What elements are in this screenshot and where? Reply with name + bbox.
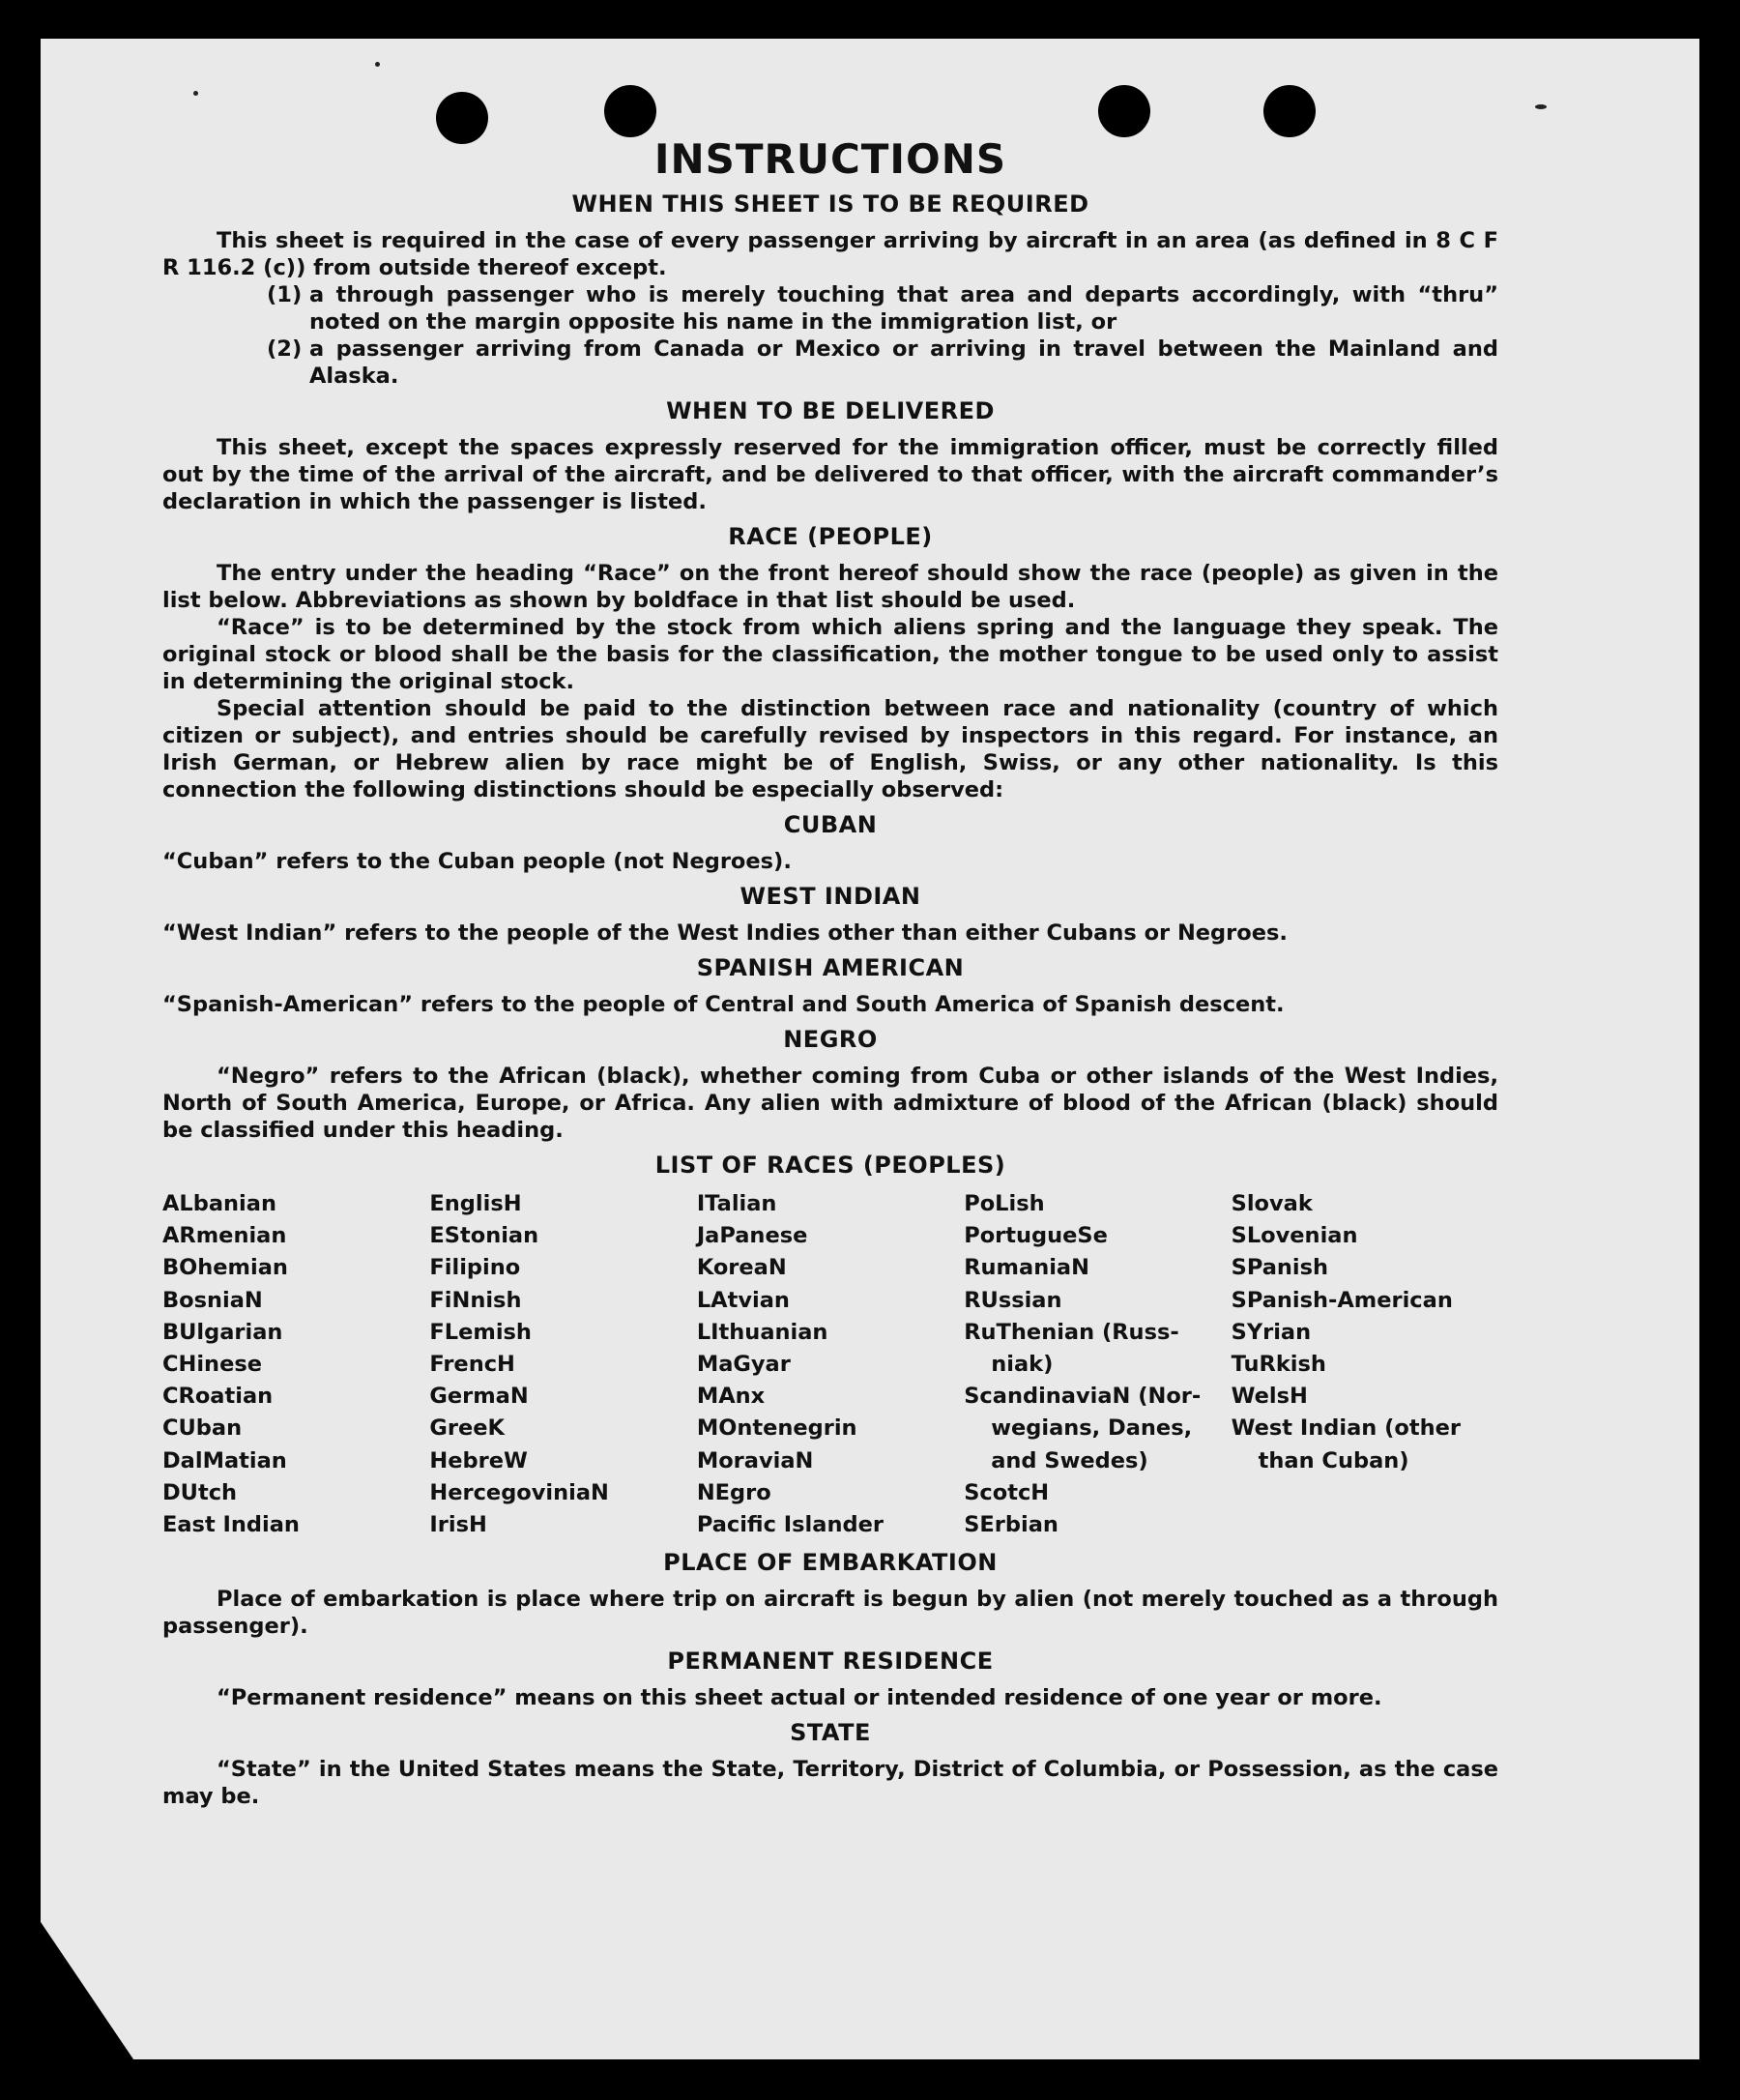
race-entry: RUssian	[964, 1287, 1062, 1313]
heading-permanent-residence: PERMANENT RESIDENCE	[667, 1648, 994, 1676]
heading-list-of-races: LIST OF RACES (PEOPLES)	[654, 1152, 1006, 1179]
races-column	[697, 1188, 964, 1541]
exception-text: a passenger arriving from Canada or Mexico or arriving in travel between the Mainland and Alaska.	[309, 336, 1498, 389]
heading-cuban: CUBAN	[783, 811, 878, 838]
race-entry: CRoatian	[162, 1384, 274, 1410]
exception-number: (2)	[267, 336, 303, 362]
heading-embarkation: PLACE OF EMBARKATION	[663, 1549, 998, 1577]
race-entry: ITalian	[696, 1191, 777, 1216]
race-entry: SErbian	[964, 1512, 1058, 1538]
instructions-content	[162, 135, 1498, 1810]
exception-item	[162, 281, 1498, 335]
race-entry: PortugueSe	[964, 1223, 1108, 1249]
races-column	[1232, 1188, 1498, 1541]
race-entry: EnglisH	[429, 1191, 522, 1216]
heading-state: STATE	[790, 1719, 871, 1747]
race-entry: MOntenegrin	[696, 1415, 857, 1442]
heading-negro: NEGRO	[783, 1026, 878, 1053]
race-entry: PoLish	[964, 1191, 1045, 1216]
race-entry: West Indian (other	[1231, 1415, 1461, 1442]
race-entry: SPanish	[1231, 1255, 1329, 1281]
races-list	[162, 1188, 1498, 1541]
race-entry: HebreW	[429, 1447, 528, 1473]
punch-hole	[1098, 85, 1150, 137]
heading-west-indian: WEST INDIAN	[740, 883, 921, 910]
race-entry: CUban	[162, 1415, 243, 1442]
races-column	[429, 1188, 696, 1541]
race-entry: ScandinaviaN (Nor-	[964, 1384, 1202, 1410]
punch-hole	[1263, 85, 1316, 137]
race-entry: MaGyar	[696, 1352, 791, 1378]
scan-speck	[193, 91, 198, 96]
race-entry: IrisH	[429, 1512, 487, 1538]
embarkation-text: Place of embarkation is place where trip on aircraft is begun by alien (not merely touched as a through passenger).	[162, 1587, 1498, 1640]
races-column	[964, 1188, 1231, 1541]
race-paragraph: The entry under the heading “Race” on the front hereof should show the race (people) as given in the list below. Abbreviations as shown by boldface in that list should be used.	[162, 561, 1498, 613]
race-entry: RuThenian (Russ-	[964, 1319, 1179, 1345]
race-entry: ARmenian	[162, 1223, 287, 1249]
race-entry: LAtvian	[696, 1287, 790, 1313]
race-entry: East Indian	[162, 1512, 300, 1538]
race-entry: GreeK	[429, 1415, 505, 1442]
race-entry: MoraviaN	[696, 1447, 814, 1473]
race-entry: RumaniaN	[964, 1255, 1089, 1281]
race-entry: ALbanian	[162, 1191, 276, 1216]
race-entry: JaPanese	[696, 1223, 808, 1249]
punch-hole	[604, 85, 656, 137]
when-delivered-text: This sheet, except the spaces expressly reserved for the immigration officer, must be correctly filled out by the time of the arrival of the aircraft, and be delivered to that officer, with the aircraft commander’s declaration in which the passenger is listed.	[162, 435, 1498, 514]
heading-when-delivered: WHEN TO BE DELIVERED	[666, 397, 995, 424]
race-entry: FiNnish	[429, 1287, 522, 1313]
race-entry: DalMatian	[162, 1447, 287, 1473]
west-indian-text: “West Indian” refers to the people of the West Indies other than either Cubans or Negroes.	[162, 920, 1288, 946]
residence-text: “Permanent residence” means on this sheet actual or intended residence of one year or more.	[217, 1685, 1382, 1711]
cuban-text: “Cuban” refers to the Cuban people (not Negroes).	[162, 849, 792, 874]
race-entry: FrencH	[429, 1352, 515, 1378]
race-entry: SYrian	[1231, 1319, 1312, 1345]
heading-race: RACE (PEOPLE)	[728, 523, 933, 550]
race-entry: wegians, Danes,	[991, 1415, 1193, 1442]
race-entry: Pacific Islander	[696, 1512, 884, 1538]
race-entry: LIthuanian	[696, 1319, 828, 1345]
page-title: INSTRUCTIONS	[653, 135, 1007, 183]
race-entry: SPanish-American	[1231, 1287, 1453, 1313]
race-entry: than Cuban)	[1258, 1447, 1409, 1473]
state-text: “State” in the United States means the State, Territory, District of Columbia, or Possession, as the case may be.	[162, 1757, 1498, 1810]
race-entry: EStonian	[429, 1223, 539, 1249]
race-entry: NEgro	[696, 1479, 771, 1505]
race-entry: BosniaN	[162, 1287, 263, 1313]
race-entry: CHinese	[162, 1352, 262, 1378]
scan-speck	[1535, 104, 1547, 109]
race-entry: WelsH	[1231, 1384, 1308, 1410]
heading-spanish-american: SPANISH AMERICAN	[696, 954, 965, 981]
exception-text: a through passenger who is merely touching that area and departs accordingly, with “thru” noted on the margin opposite his name in the immigration list, or	[309, 282, 1498, 335]
heading-when-required: WHEN THIS SHEET IS TO BE REQUIRED	[571, 190, 1089, 218]
when-required-intro: This sheet is required in the case of every passenger arriving by aircraft in an area (as defined in 8 C F R 116.2 (c)) from outside thereof except.	[162, 228, 1498, 280]
races-column	[162, 1188, 429, 1541]
exception-item	[162, 335, 1498, 390]
race-paragraph: “Race” is to be determined by the stock from which aliens spring and the language they speak. The original stock or blood shall be the basis for the classification, the mother tongue to be used only to assist in determining the original stock.	[162, 615, 1498, 694]
scan-speck	[375, 62, 380, 67]
negro-text: “Negro” refers to the African (black), whether coming from Cuba or other islands of the West Indies, North of South America, Europe, or Africa. Any alien with admixture of blood of the African (black) should be classified under this heading.	[162, 1064, 1498, 1143]
race-entry: FLemish	[429, 1319, 532, 1345]
race-entry: BUlgarian	[162, 1319, 283, 1345]
exception-number: (1)	[267, 282, 303, 307]
race-entry: Slovak	[1231, 1191, 1313, 1216]
race-entry: TuRkish	[1231, 1352, 1326, 1378]
race-entry: KoreaN	[696, 1255, 787, 1281]
race-paragraph: Special attention should be paid to the distinction between race and nationality (country of which citizen or subject), and entries should be carefully revised by inspectors in this regard. For instance, an Irish German, or Hebrew alien by race might be of English, Swiss, or any other nationality. Is this connection the following distinctions should be especially observed:	[162, 696, 1498, 802]
race-entry: Filipino	[429, 1255, 521, 1281]
race-entry: SLovenian	[1231, 1223, 1358, 1249]
race-entry: GermaN	[429, 1384, 529, 1410]
race-entry: MAnx	[696, 1384, 766, 1410]
race-entry: HercegoviniaN	[429, 1479, 609, 1505]
race-entry: niak)	[991, 1352, 1054, 1378]
race-entry: DUtch	[162, 1479, 238, 1505]
race-entry: BOhemian	[162, 1255, 288, 1281]
race-entry: ScotcH	[964, 1479, 1050, 1505]
spanish-american-text: “Spanish-American” refers to the people of Central and South America of Spanish descent.	[162, 992, 1285, 1017]
race-entry: and Swedes)	[991, 1447, 1148, 1473]
